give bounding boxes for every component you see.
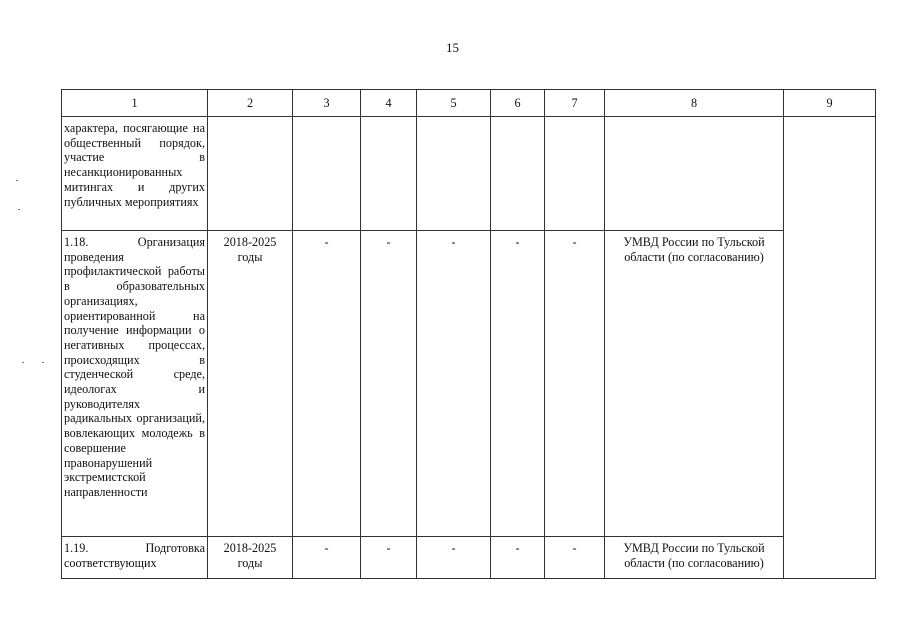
col7-value: - <box>572 541 577 555</box>
period-text: 2018-2025 годы <box>223 235 277 264</box>
col6-cell <box>491 117 545 231</box>
period-cell <box>208 537 293 579</box>
scan-speck <box>16 180 18 181</box>
col5-cell <box>417 537 491 579</box>
table-row <box>62 117 876 231</box>
col4-cell <box>361 231 417 537</box>
table-row <box>62 537 876 579</box>
col3-cell <box>293 117 361 231</box>
col5-value: - <box>451 235 456 249</box>
column-header-1: 1 <box>62 90 208 117</box>
executor-text: УМВД России по Тульской области (по согласованию) <box>623 541 765 570</box>
col6-cell <box>491 231 545 537</box>
table-row <box>62 231 876 537</box>
col4-cell <box>361 537 417 579</box>
measure-description: 1.18. Организация проведения профилактической работы в образовательных организациях, ориентированной на получение информации о негативных процессах, происходящих в студенческой среде, идеологах и руководителях радикальных организаций, вовлекающих молодежь в совершение правонарушений экстремистской направленности <box>64 235 205 499</box>
measure-description-cell <box>62 117 208 231</box>
column-header-8: 8 <box>605 90 784 117</box>
col6-cell <box>491 537 545 579</box>
scan-speck <box>22 362 24 363</box>
col9-cell <box>784 117 876 579</box>
executor-cell <box>605 117 784 231</box>
measure-description: характера, посягающие на общественный порядок, участие в несанкционированных митингах и других публичных мероприятиях <box>64 121 205 209</box>
column-header-4: 4 <box>361 90 417 117</box>
column-header-7: 7 <box>545 90 605 117</box>
period-text: 2018-2025 годы <box>223 541 277 570</box>
col6-value: - <box>515 541 520 555</box>
measure-description: 1.19. Подготовка соответствующих <box>64 541 205 570</box>
executor-text: УМВД России по Тульской области (по согласованию) <box>623 235 765 264</box>
col6-value: - <box>515 235 520 249</box>
scan-speck <box>42 362 44 363</box>
period-cell <box>208 231 293 537</box>
executor-cell <box>605 231 784 537</box>
period-cell <box>208 117 293 231</box>
column-header-2: 2 <box>208 90 293 117</box>
col5-cell <box>417 117 491 231</box>
col4-value: - <box>386 235 391 249</box>
col7-value: - <box>572 235 577 249</box>
col5-value: - <box>451 541 456 555</box>
table-header-row <box>62 90 876 117</box>
col3-value: - <box>324 235 329 249</box>
measure-description-cell <box>62 231 208 537</box>
col5-cell <box>417 231 491 537</box>
col3-cell <box>293 231 361 537</box>
measure-description-cell <box>62 537 208 579</box>
col3-value: - <box>324 541 329 555</box>
scan-speck <box>18 209 20 210</box>
page-number: 15 <box>446 40 459 55</box>
column-header-9: 9 <box>784 90 876 117</box>
executor-cell <box>605 537 784 579</box>
column-header-3: 3 <box>293 90 361 117</box>
col7-cell <box>545 117 605 231</box>
measures-table <box>61 89 876 579</box>
column-header-6: 6 <box>491 90 545 117</box>
col4-value: - <box>386 541 391 555</box>
col3-cell <box>293 537 361 579</box>
col4-cell <box>361 117 417 231</box>
col7-cell <box>545 537 605 579</box>
column-header-5: 5 <box>417 90 491 117</box>
col7-cell <box>545 231 605 537</box>
